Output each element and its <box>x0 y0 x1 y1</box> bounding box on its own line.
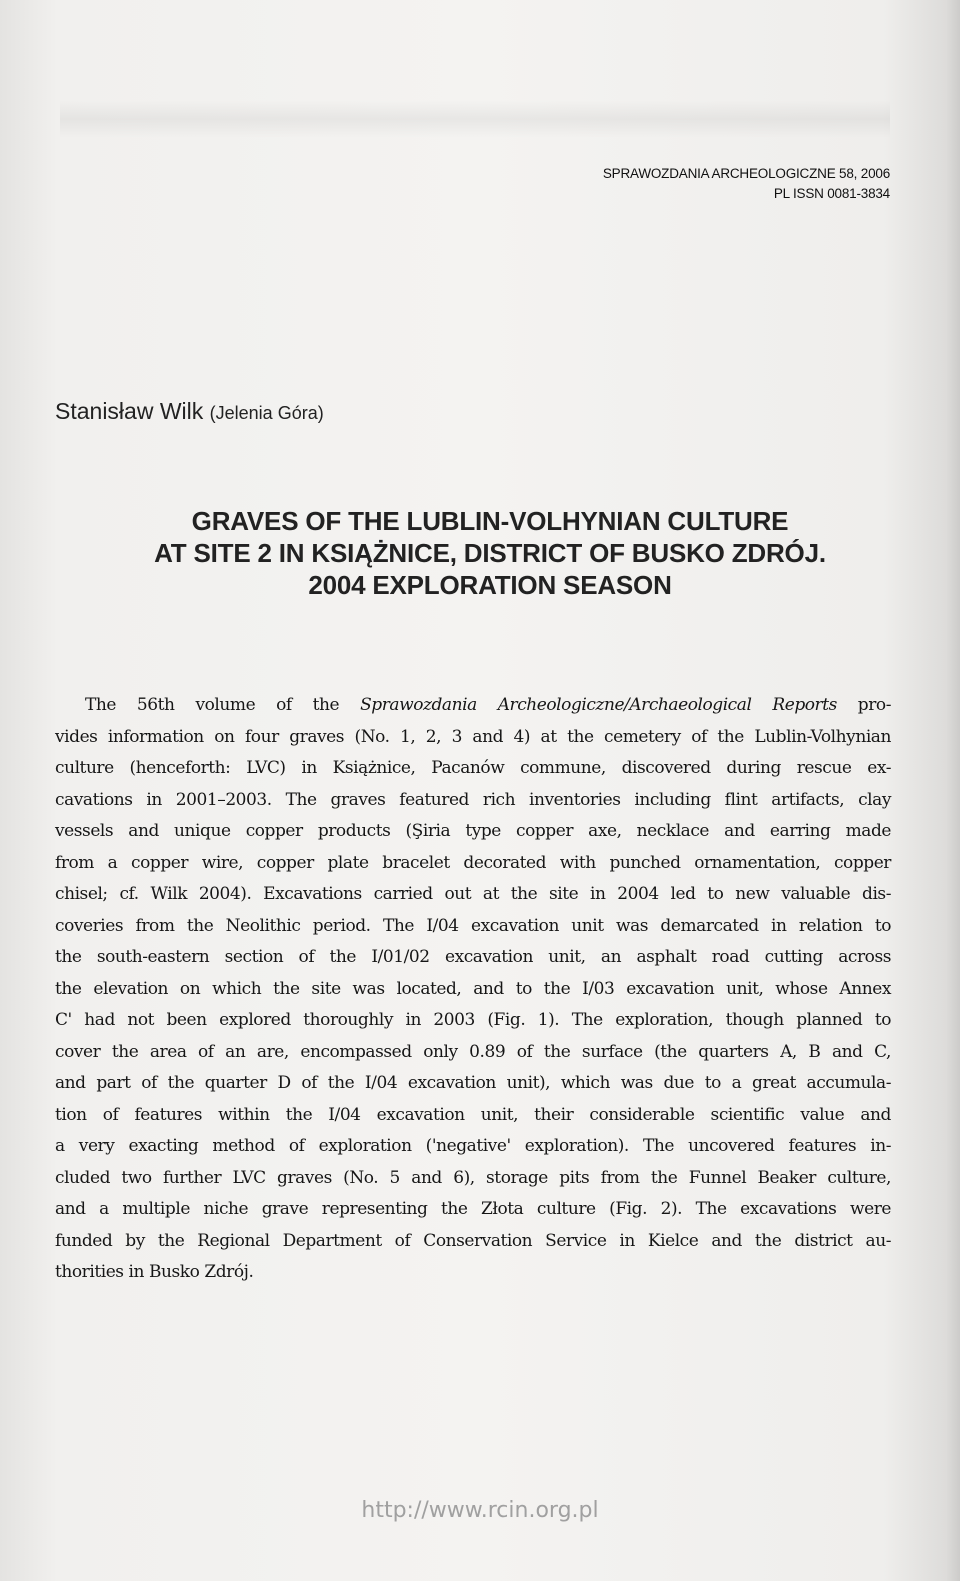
body-line: and part of the quarter D of the I/04 excavation unit), which was due to a great accumula- <box>55 1073 891 1093</box>
body-line: a very exacting method of exploration ('negative' exploration). The uncovered features in- <box>55 1136 891 1156</box>
page-edge-shadow <box>946 0 960 1581</box>
title-line-2: AT SITE 2 IN KSIĄŻNICE, DISTRICT OF BUSKO ZDRÓJ. <box>154 538 826 568</box>
body-line: from a copper wire, copper plate bracelet decorated with punched ornamentation, copper <box>55 852 891 873</box>
bleed-through-band <box>60 100 890 138</box>
body-line: vessels and unique copper products (Şiria type copper axe, necklace and earring made <box>55 821 891 841</box>
body-text-segment: pro- <box>836 695 891 715</box>
journal-title-italic: Sprawozdania Archeologiczne/Archaeological Reports <box>360 695 837 715</box>
body-paragraph <box>55 690 891 1289</box>
body-line: vides information on four graves (No. 1, 2, 3 and 4) at the cemetery of the Lublin-Volhynian <box>55 726 891 747</box>
author-line <box>55 398 324 425</box>
body-line: cluded two further LVC graves (No. 5 and 6), storage pits from the Funnel Beaker culture, <box>55 1167 891 1188</box>
footer-url[interactable]: http://www.rcin.org.pl <box>361 1498 599 1523</box>
journal-issn: PL ISSN 0081-3834 <box>773 186 890 201</box>
body-line: thorities in Busko Zdrój. <box>55 1262 254 1282</box>
body-line: the south-eastern section of the I/01/02 excavation unit, an asphalt road cutting across <box>55 947 891 967</box>
author-affiliation: (Jelenia Góra) <box>209 403 324 423</box>
body-line: culture (henceforth: LVC) in Książnice, Pacanów commune, discovered during rescue ex- <box>55 758 891 778</box>
body-line: coveries from the Neolithic period. The I/04 excavation unit was demarcated in relation to <box>55 915 891 936</box>
journal-citation: SPRAWOZDANIA ARCHEOLOGICZNE 58, 2006 <box>602 166 890 181</box>
body-line: funded by the Regional Department of Conservation Service in Kielce and the district au- <box>55 1230 891 1251</box>
body-line: cover the area of an are, encompassed only 0.89 of the surface (the quarters A, B and C, <box>55 1041 891 1062</box>
body-line: and a multiple niche grave representing the Złota culture (Fig. 2). The excavations were <box>55 1199 891 1219</box>
journal-header <box>603 164 890 204</box>
author-name: Stanisław Wilk <box>55 398 204 424</box>
body-line: cavations in 2001–2003. The graves featured rich inventories including flint artifacts, clay <box>55 789 891 810</box>
title-line-1: GRAVES OF THE LUBLIN-VOLHYNIAN CULTURE <box>191 506 789 536</box>
body-line: chisel; cf. Wilk 2004). Excavations carried out at the site in 2004 led to new valuable dis- <box>55 884 891 904</box>
body-line <box>55 690 891 722</box>
title-line-3: 2004 EXPLORATION SEASON <box>308 570 672 600</box>
body-text-segment: The 56th volume of the <box>85 695 361 715</box>
body-line: C' had not been explored thoroughly in 2003 (Fig. 1). The exploration, though planned to <box>55 1010 891 1030</box>
article-title <box>40 505 940 601</box>
body-line: tion of features within the I/04 excavation unit, their considerable scientific value and <box>55 1104 891 1125</box>
body-line: the elevation on which the site was located, and to the I/03 excavation unit, whose Annex <box>55 978 891 999</box>
